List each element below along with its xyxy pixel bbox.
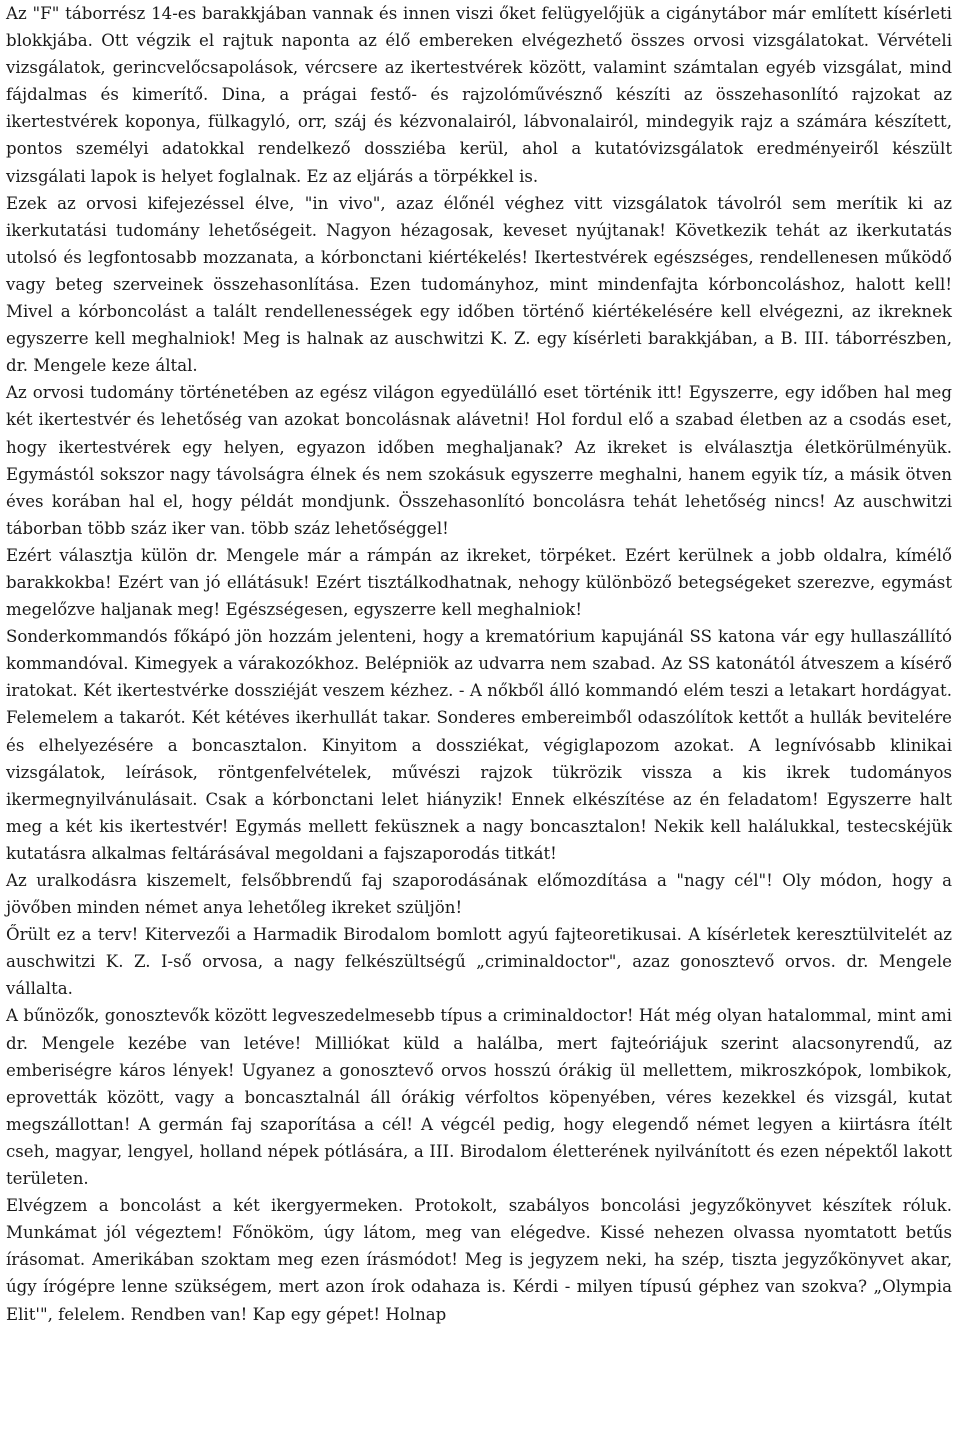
paragraph: Ezek az orvosi kifejezéssel élve, "in vivo", azaz élőnél véghez vitt vizsgálatok távolról sem merítik ki az ikerkutatási tudomány lehetőségeit. Nagyon hézagosak, keveset nyújtanak! Következik tehát az ikerkutatás utolsó és legfontosabb mozzanata, a kórbonctani kiértékelés! Ikertestvérek egészséges, rendellenesen működő vagy beteg szerveinek összehasonlítása. Ezen tudományhoz, mint mindenfajta kórboncoláshoz, halott kell! Mivel a kórboncolást a talált rendellenességek egy időben történő kiértékelésére kell elvégezni, az ikreknek egyszerre kell meghalniok! Meg is halnak az auschwitzi K. Z. egy kísérleti barakkjában, a B. III. táborrészben, dr. Mengele keze által. [6, 193, 952, 376]
paragraph: Az uralkodásra kiszemelt, felsőbbrendű faj szaporodásának előmozdítása a "nagy cél"! Oly módon, hogy a jövőben minden német anya lehetőleg ikreket szüljön! [6, 871, 952, 918]
paragraph: Elvégzem a boncolást a két ikergyermeken. Protokolt, szabályos boncolási jegyzőkönyvet készítek róluk. Munkámat jól végeztem! Főnököm, úgy látom, meg van elégedve. Kissé nehezen olvassa nyomtatott betűs írásomat. Amerikában szoktam meg ezen írásmódot! Meg is jegyzem neki, ha szép, tiszta jegyzőkönyvet akar, úgy írógépre lenne szükségem, mert azon írok odahaza is. Kérdi - milyen típusú géphez van szokva? „Olympia Elit'", felelem. Rendben van! Kap egy gépet! Holnap [6, 1196, 952, 1324]
paragraph: Őrült ez a terv! Kitervezői a Harmadik Birodalom bomlott agyú fajteoretikusai. A kísérletek keresztülvitelét az auschwitzi K. Z. I-ső orvosa, a nagy felkészültségű „criminaldoctor", azaz gonosztevő orvos. dr. Mengele vállalta. [6, 925, 952, 999]
paragraph: Ezért választja külön dr. Mengele már a rámpán az ikreket, törpéket. Ezért kerülnek a jobb oldalra, kímélő barakkokba! Ezért van jó ellátásuk! Ezért tisztálkodhatnak, nehogy különböző betegségeket szerezve, egymást megelőzve haljanak meg! Egészségesen, egyszerre kell meghalniok! [6, 545, 952, 620]
paragraph: A bűnözők, gonosztevők között legveszedelmesebb típus a criminaldoctor! Hát még olyan hatalommal, mint ami dr. Mengele kezébe van letéve! Milliókat küld a halálba, mert fajteóriájuk szerint alacsonyrendű, az emberiségre káros lények! Ugyanez a gonosztevő orvos hosszú órákig ül mellettem, mikroszkópok, lombikok, eprovetták között, vagy a boncasztalnál áll órákig vérfoltos köpenyében, véres kezekkel és vizsgál, kutat megszállottan! A germán faj szaporítása a cél! A végcél pedig, hogy elegendő német legyen a kiirtásra ítélt cseh, magyar, lengyel, holland népek pótlására, a III. Birodalom életterének nyilvánított és ezen népektől lakott területen. [6, 1006, 952, 1189]
paragraph: Sonderkommandós főkápó jön hozzám jelenteni, hogy a krematórium kapujánál SS katona vár egy hullaszállító kommandóval. Kimegyek a várakozókhoz. Belépniök az udvarra nem szabad. Az SS katonától átveszem a kísérő iratokat. Két ikertestvérke dossziéját veszem kézhez. - A nőkből álló kommandó elém teszi a letakart hordágyat. Felemelem a takarót. Két kétéves ikerhullát takar. Sonderes embereimből odaszólítok kettőt a hullák bevitelére és elhelyezésére a boncasztalon. Kinyitom a dossziékat, végiglapozom azokat. A legnívósabb klinikai vizsgálatok, leírások, röntgenfelvételek, művészi rajzok tükrözik vissza a kis ikrek tudományos ikermegnyilvánulásait. Csak a kórbonctani lelet hiányzik! Ennek elkészítése az én feladatom! Egyszerre halt meg a két kis ikertestvér! Egymás mellett feküsznek a nagy boncasztalon! Nekik kell halálukkal, testecskéjük kutatásra alkalmas feltárásával megoldani a fajszaporodás titkát! [6, 627, 952, 863]
paragraph: Az "F" táborrész 14-es barakkjában vannak és innen viszi őket felügyelőjük a cigánytábor már említett kísérleti blokkjába. Ott végzik el rajtuk naponta az élő embereken elvégezhető összes orvosi vizsgálatokat. Vérvételi vizsgálatok, gerincvelőcsapolások, vércsere az ikertestvérek között, valamint számtalan egyéb vizsgálat, mind fájdalmas és kimerítő. Dina, a prágai festő- és rajzolóművésznő készíti az összehasonlító rajzokat az ikertestvérek koponya, fülkagyló, orr, száj és kézvonalairól, lábvonalairól, mindegyik rajz a számára készített, pontos személyi adatokkal rendelkező dossziéba kerül, ahol a kutatóvizsgálatok eredményeiről készült vizsgálati lapok is helyet foglalnak. Ez az eljárás a törpékkel is. [6, 4, 952, 186]
paragraph: Az orvosi tudomány történetében az egész világon egyedülálló eset történik itt! Egyszerre, egy időben hal meg két ikertestvér és lehetőség van azokat boncolásnak alávetni! Hol fordul elő a szabad életben az a csodás eset, hogy ikertestvérek egy helyen, egyazon időben meghaljanak? Az ikreket is elválasztja életkörülményük. Egymástól sokszor nagy távolságra élnek és nem szokásuk egyszerre meghalni, hanem egyik tíz, a másik ötven éves korában hal el, hogy példát mondjunk. Összehasonlító boncolásra tehát lehetőség nincs! Az auschwitzi táborban több száz iker van. több száz lehetőséggel! [6, 383, 952, 538]
